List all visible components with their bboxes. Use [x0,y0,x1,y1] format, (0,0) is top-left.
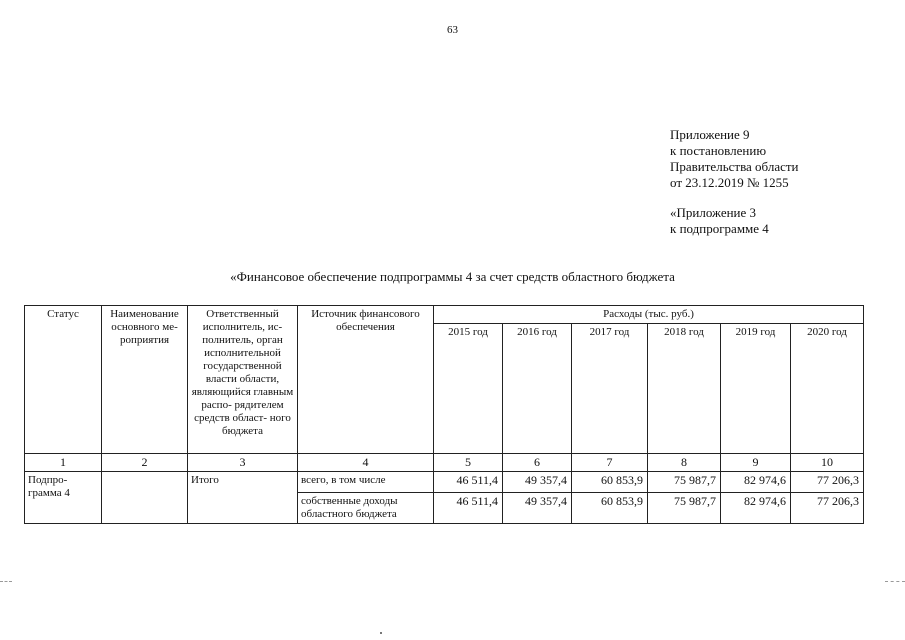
measure-cell [102,472,188,524]
appendix-line: Правительства области [670,159,799,174]
source-cell: собственные доходы областного бюджета [298,493,434,524]
value-cell: 46 511,4 [434,472,503,493]
appendix-block [670,127,799,237]
appendix-sub-line: «Приложение 3 [670,205,757,220]
executor-cell: Итого [188,472,298,524]
value-cell: 77 206,3 [791,472,864,493]
value-cell: 75 987,7 [648,493,721,524]
value-cell: 46 511,4 [434,493,503,524]
header-expenses: Расходы (тыс. руб.) [434,306,864,324]
column-number: 4 [298,454,434,472]
status-cell: Подпро- грамма 4 [25,472,102,524]
table-row [25,472,864,493]
page-number: 63 [447,24,458,36]
header-year: 2018 год [648,324,721,454]
column-number: 10 [791,454,864,472]
header-year: 2017 год [572,324,648,454]
value-cell: 82 974,6 [721,472,791,493]
header-source: Источник финансового обеспечения [298,306,434,454]
value-cell: 49 357,4 [503,472,572,493]
cut-mark [0,581,12,582]
column-number: 9 [721,454,791,472]
header-status: Статус [25,306,102,454]
column-number: 6 [503,454,572,472]
appendix-line: к постановлению [670,143,767,158]
header-year: 2016 год [503,324,572,454]
table-title: «Финансовое обеспечение подпрограммы 4 за счет средств областного бюджета [230,269,675,284]
scan-speck [380,632,382,634]
appendix-line: Приложение 9 [670,127,750,142]
value-cell: 60 853,9 [572,493,648,524]
source-cell: всего, в том числе [298,472,434,493]
column-number-row [25,454,864,472]
value-cell: 82 974,6 [721,493,791,524]
header-year: 2020 год [791,324,864,454]
header-year: 2019 год [721,324,791,454]
header-measure: Наименование основного ме- роприятия [102,306,188,454]
appendix-sub-line: к подпрограмме 4 [670,221,769,236]
financing-table [24,305,864,524]
column-number: 5 [434,454,503,472]
column-number: 2 [102,454,188,472]
value-cell: 75 987,7 [648,472,721,493]
cut-mark [885,581,905,582]
header-row [25,306,864,324]
column-number: 1 [25,454,102,472]
value-cell: 60 853,9 [572,472,648,493]
column-number: 7 [572,454,648,472]
header-executor: Ответственный исполнитель, ис- полнитель, орган исполнительной государственной власти области, являющийся главным распо- рядителем средств област- ного бюджета [188,306,298,454]
column-number: 8 [648,454,721,472]
value-cell: 49 357,4 [503,493,572,524]
header-year: 2015 год [434,324,503,454]
column-number: 3 [188,454,298,472]
spacer [670,191,799,205]
appendix-line: от 23.12.2019 № 1255 [670,175,789,190]
value-cell: 77 206,3 [791,493,864,524]
